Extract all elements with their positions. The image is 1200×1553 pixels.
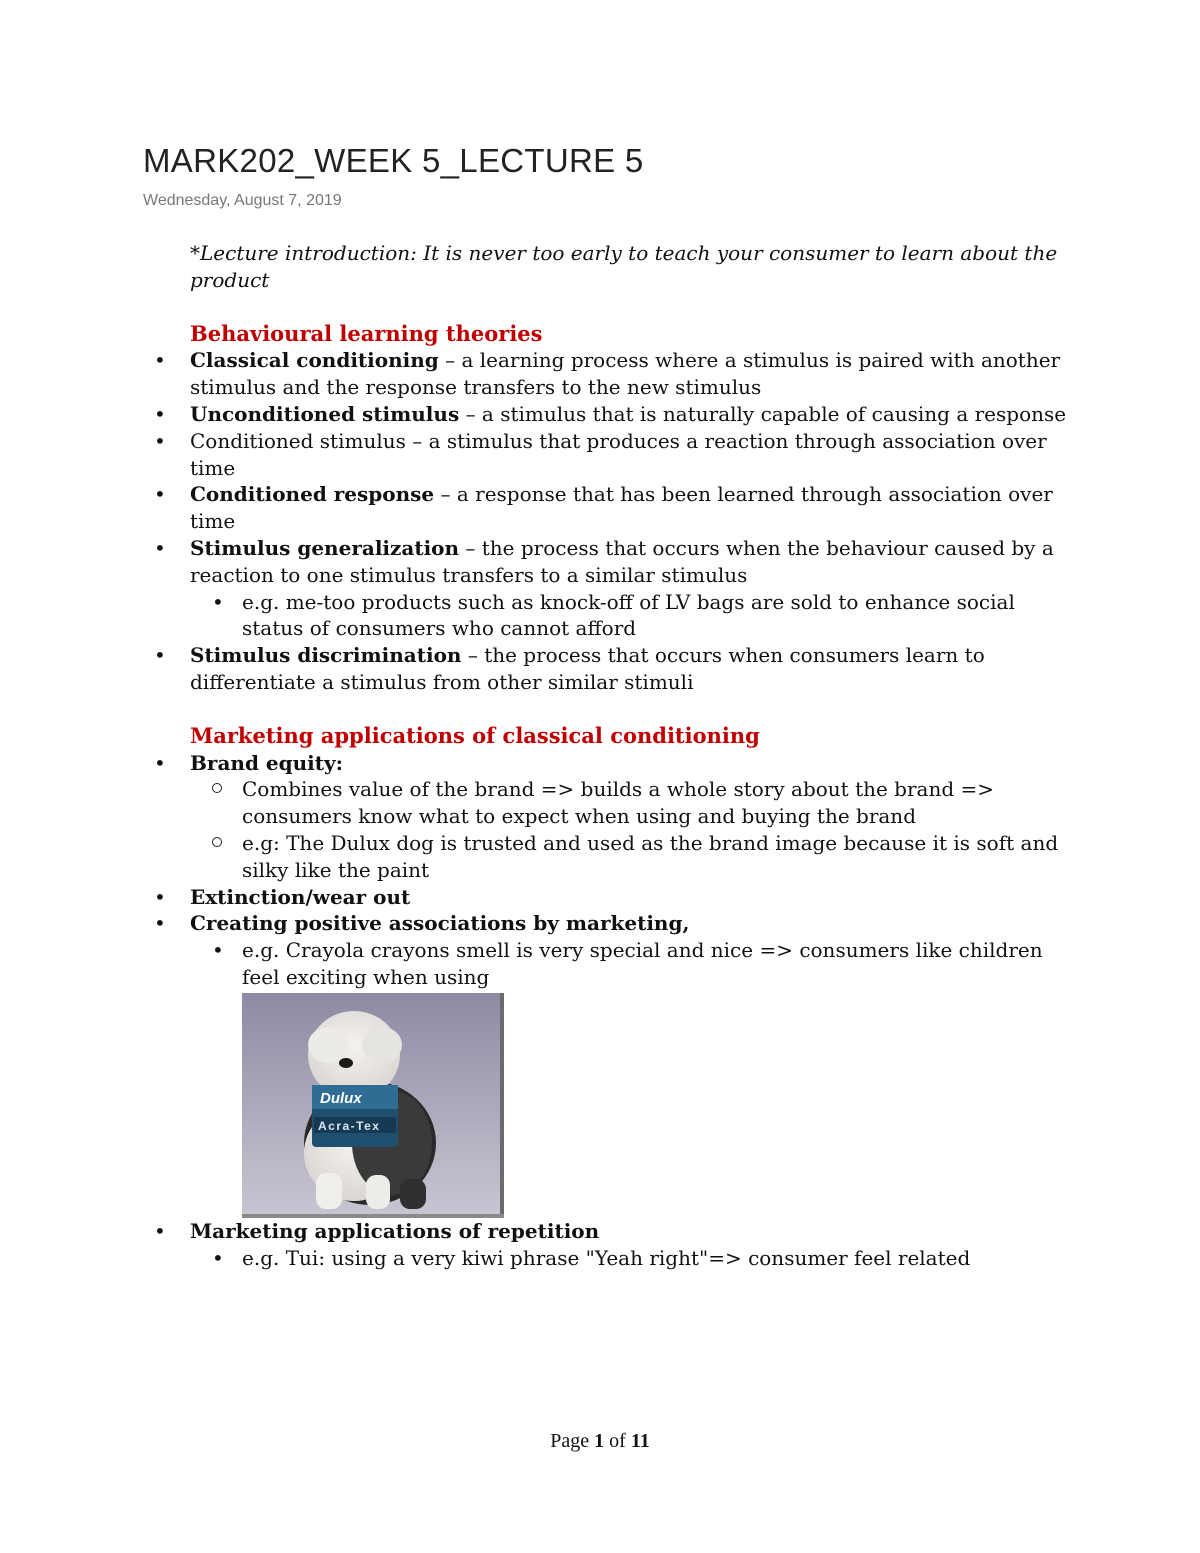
list-item — [154, 401, 1070, 428]
definition: – the process that occurs when consumers learn to differentiate a stimulus from other similar stimuli — [190, 643, 985, 694]
sub-text: e.g: The Dulux dog is trusted and used as the brand image because it is soft and silky like the paint — [242, 830, 1059, 882]
circle-bullet-icon — [212, 776, 222, 803]
sub-list — [212, 589, 1070, 643]
term: Extinction/wear out — [190, 884, 411, 909]
term: Conditioned response — [190, 482, 435, 507]
section-heading-behavioural: Behavioural learning theories — [190, 320, 543, 346]
bullet-icon: • — [212, 938, 224, 963]
sub-list-item — [212, 1245, 1070, 1272]
term: Marketing applications of repetition — [190, 1218, 600, 1243]
example-text: e.g. me-too products such as knock-off of LV bags are sold to enhance social status of consumers who cannot afford — [242, 589, 1015, 641]
spacer — [190, 696, 1070, 723]
bullet-icon: • — [212, 1245, 224, 1270]
example-text: e.g. Crayola crayons smell is very special and nice => consumers like children feel exciting when using — [242, 938, 1043, 989]
dulux-dog-image — [242, 993, 504, 1218]
current-page: 1 — [594, 1430, 605, 1452]
dulux-logo-text: Dulux — [320, 1089, 362, 1107]
term: Creating positive associations by marketing, — [190, 911, 690, 936]
term: Conditioned stimulus — [190, 428, 406, 453]
bullet-icon: • — [212, 589, 224, 614]
sub-list — [212, 1245, 1070, 1272]
bullet-icon: • — [154, 1218, 166, 1243]
definition: – a learning process where a stimulus is paired with another stimulus and the response transfers to the new stimulus — [190, 348, 1061, 400]
bullet-icon: • — [154, 348, 166, 373]
total-pages: 11 — [630, 1430, 650, 1452]
list-item — [154, 1218, 1070, 1272]
sub-list — [212, 937, 1070, 991]
bullet-icon: • — [154, 911, 166, 936]
bullet-icon: • — [154, 643, 166, 668]
bullet-icon: • — [154, 482, 166, 507]
circle-bullet-icon — [212, 830, 222, 857]
of-label: of — [604, 1430, 631, 1452]
bullet-icon: • — [154, 401, 166, 426]
list-item — [154, 535, 1070, 642]
term: Unconditioned stimulus — [190, 401, 460, 426]
lecture-intro: *Lecture introduction: It is never too early to teach your consumer to learn about the product — [190, 241, 1058, 292]
list-item — [154, 884, 1070, 911]
page-date: Wednesday, August 7, 2019 — [143, 192, 342, 209]
list-item — [154, 642, 1070, 696]
sub-text: Combines value of the brand => builds a whole story about the brand => consumers know what to expect when using and buying the brand — [242, 777, 995, 829]
definition: – the process that occurs when the behaviour caused by a reaction to one stimulus transfers to a similar stimulus — [190, 535, 1054, 587]
definition: – a stimulus that produces a reaction through association over time — [190, 428, 1047, 480]
term: Stimulus generalization — [190, 535, 460, 560]
section-heading-marketing: Marketing applications of classical conditioning — [190, 722, 760, 748]
bullet-icon: • — [154, 750, 166, 775]
sub-list-item — [242, 830, 1070, 884]
sub-list-item — [212, 589, 1070, 643]
example-text: e.g. Tui: using a very kiwi phrase "Yeah right"=> consumer feel related — [242, 1245, 971, 1270]
bullet-icon: • — [154, 535, 166, 560]
dulux-dog-illustration — [242, 993, 504, 1218]
document-body — [154, 240, 1070, 1271]
term: Classical conditioning — [190, 348, 439, 373]
definition: – a stimulus that is naturally capable of causing a response — [459, 401, 1067, 426]
page-number — [0, 1430, 1200, 1453]
page-label: Page — [550, 1430, 595, 1452]
behavioural-list — [154, 347, 1070, 695]
sub-list-item — [242, 776, 1070, 830]
bullet-icon: • — [154, 884, 166, 909]
term: Brand equity: — [190, 750, 343, 775]
acratex-text: Acra-Tex — [318, 1118, 381, 1133]
list-item — [154, 910, 1070, 1217]
list-item — [154, 428, 1070, 482]
bullet-icon: • — [154, 428, 166, 453]
sub-list-item — [212, 937, 1070, 991]
list-item — [154, 750, 1070, 884]
list-item — [154, 347, 1070, 401]
marketing-list — [154, 750, 1070, 1272]
page-title: MARK202_WEEK 5_LECTURE 5 — [143, 142, 644, 179]
list-item — [154, 481, 1070, 535]
sub-list — [242, 776, 1070, 883]
term: Stimulus discrimination — [190, 643, 462, 668]
definition: – a response that has been learned through association over time — [190, 482, 1053, 534]
